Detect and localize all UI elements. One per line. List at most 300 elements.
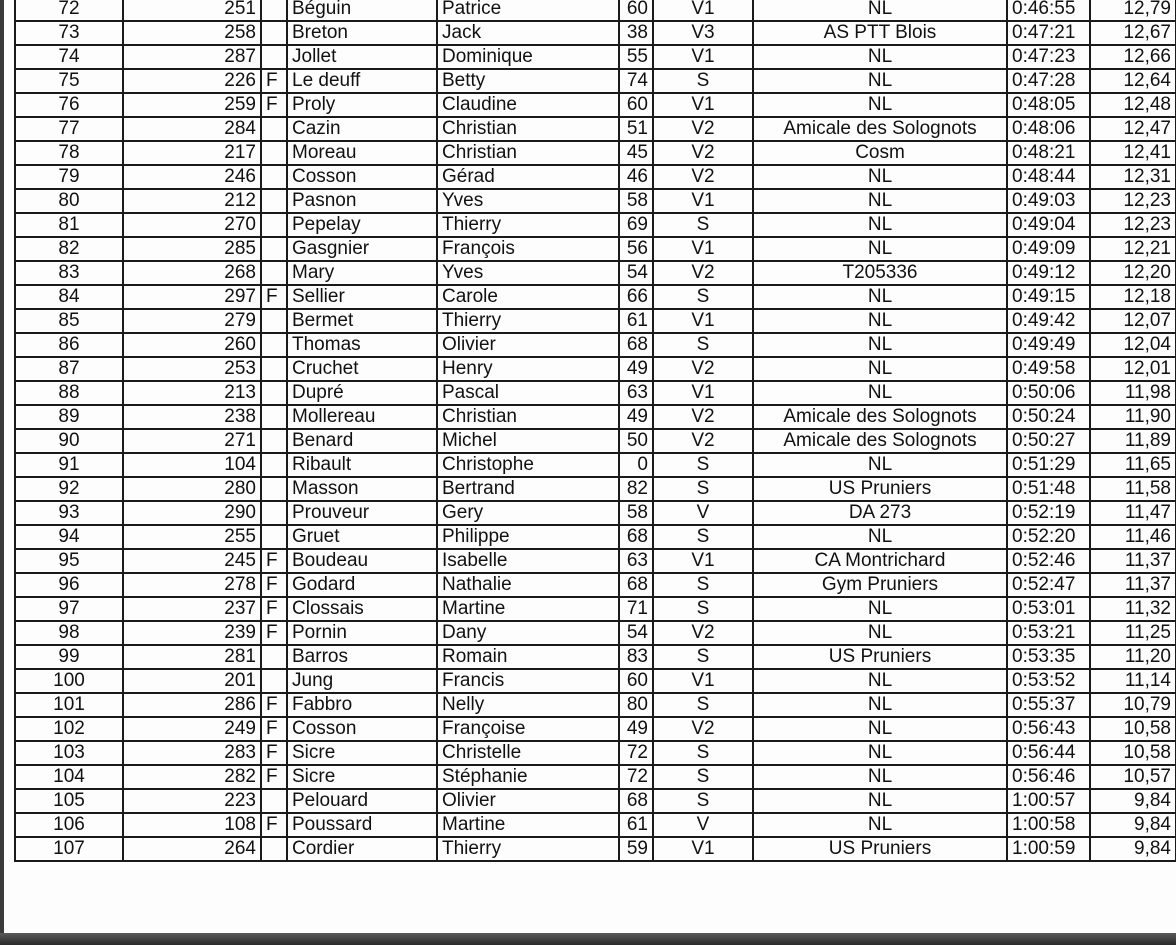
time-cell: 0:56:44 [1007,741,1090,765]
club-cell: Amicale des Solognots [753,117,1007,141]
first-name-cell: Christophe [437,453,619,477]
rank-cell: 104 [15,765,123,789]
rank-cell: 92 [15,477,123,501]
sex-cell [261,477,287,501]
table-row [15,261,1176,285]
time-cell: 0:51:48 [1007,477,1090,501]
bib-cell: 279 [123,309,261,333]
speed-cell: 12,41 [1090,141,1176,165]
first-name-cell: Françoise [437,717,619,741]
bib-cell: 104 [123,453,261,477]
year-cell: 49 [619,717,653,741]
table-row [15,717,1176,741]
time-cell: 0:47:23 [1007,45,1090,69]
time-cell: 0:51:29 [1007,453,1090,477]
rank-cell: 102 [15,717,123,741]
last-name-cell: Sellier [287,285,437,309]
category-cell: S [653,213,753,237]
last-name-cell: Godard [287,573,437,597]
time-cell: 0:53:21 [1007,621,1090,645]
bib-cell: 284 [123,117,261,141]
time-cell: 0:56:43 [1007,717,1090,741]
sex-cell [261,189,287,213]
year-cell: 0 [619,453,653,477]
speed-cell: 11,90 [1090,405,1176,429]
sex-cell [261,117,287,141]
club-cell: NL [753,189,1007,213]
table-row [15,93,1176,117]
club-cell: NL [753,45,1007,69]
speed-cell: 10,58 [1090,717,1176,741]
first-name-cell: Romain [437,645,619,669]
category-cell: V2 [653,429,753,453]
category-cell: V [653,501,753,525]
first-name-cell: Michel [437,429,619,453]
time-cell: 0:46:55 [1007,0,1090,21]
year-cell: 68 [619,525,653,549]
category-cell: V2 [653,405,753,429]
sex-cell [261,309,287,333]
speed-cell: 12,04 [1090,333,1176,357]
bib-cell: 287 [123,45,261,69]
first-name-cell: Gery [437,501,619,525]
sex-cell [261,21,287,45]
club-cell: NL [753,0,1007,21]
time-cell: 0:55:37 [1007,693,1090,717]
speed-cell: 11,65 [1090,453,1176,477]
table-row [15,21,1176,45]
first-name-cell: Martine [437,813,619,837]
speed-cell: 12,20 [1090,261,1176,285]
first-name-cell: Stéphanie [437,765,619,789]
category-cell: S [653,69,753,93]
bib-cell: 246 [123,165,261,189]
first-name-cell: Thierry [437,837,619,861]
last-name-cell: Mary [287,261,437,285]
bib-cell: 297 [123,285,261,309]
club-cell: CA Montrichard [753,549,1007,573]
category-cell: V2 [653,261,753,285]
rank-cell: 81 [15,213,123,237]
first-name-cell: Thierry [437,309,619,333]
category-cell: V2 [653,717,753,741]
scan-left-edge [0,0,4,945]
year-cell: 58 [619,189,653,213]
club-cell: US Pruniers [753,477,1007,501]
time-cell: 0:48:44 [1007,165,1090,189]
year-cell: 61 [619,309,653,333]
club-cell: NL [753,765,1007,789]
club-cell: NL [753,357,1007,381]
time-cell: 1:00:59 [1007,837,1090,861]
time-cell: 0:48:21 [1007,141,1090,165]
table-row [15,213,1176,237]
bib-cell: 212 [123,189,261,213]
category-cell: V1 [653,381,753,405]
results-body [15,0,1176,861]
time-cell: 0:52:20 [1007,525,1090,549]
category-cell: S [653,741,753,765]
table-row [15,309,1176,333]
club-cell: T205336 [753,261,1007,285]
speed-cell: 12,01 [1090,357,1176,381]
first-name-cell: Jack [437,21,619,45]
first-name-cell: Isabelle [437,549,619,573]
sex-cell [261,453,287,477]
bib-cell: 271 [123,429,261,453]
table-row [15,525,1176,549]
last-name-cell: Sicre [287,765,437,789]
speed-cell: 9,84 [1090,837,1176,861]
speed-cell: 11,25 [1090,621,1176,645]
rank-cell: 100 [15,669,123,693]
table-row [15,693,1176,717]
rank-cell: 76 [15,93,123,117]
sex-cell [261,237,287,261]
bib-cell: 286 [123,693,261,717]
category-cell: V2 [653,357,753,381]
sex-cell: F [261,69,287,93]
first-name-cell: Christian [437,141,619,165]
last-name-cell: Dupré [287,381,437,405]
club-cell: NL [753,309,1007,333]
first-name-cell: Thierry [437,213,619,237]
sex-cell: F [261,621,287,645]
year-cell: 46 [619,165,653,189]
first-name-cell: Christelle [437,741,619,765]
sex-cell [261,669,287,693]
speed-cell: 11,37 [1090,573,1176,597]
last-name-cell: Breton [287,21,437,45]
bib-cell: 201 [123,669,261,693]
time-cell: 0:49:15 [1007,285,1090,309]
table-row [15,573,1176,597]
last-name-cell: Cordier [287,837,437,861]
last-name-cell: Benard [287,429,437,453]
bib-cell: 238 [123,405,261,429]
rank-cell: 95 [15,549,123,573]
last-name-cell: Fabbro [287,693,437,717]
bib-cell: 108 [123,813,261,837]
club-cell: NL [753,621,1007,645]
last-name-cell: Clossais [287,597,437,621]
rank-cell: 85 [15,309,123,333]
last-name-cell: Le deuff [287,69,437,93]
year-cell: 83 [619,645,653,669]
year-cell: 54 [619,621,653,645]
sex-cell [261,261,287,285]
table-row [15,429,1176,453]
club-cell: NL [753,69,1007,93]
speed-cell: 9,84 [1090,789,1176,813]
year-cell: 80 [619,693,653,717]
club-cell: NL [753,237,1007,261]
club-cell: NL [753,669,1007,693]
first-name-cell: Pascal [437,381,619,405]
time-cell: 0:48:06 [1007,117,1090,141]
bib-cell: 237 [123,597,261,621]
category-cell: V1 [653,549,753,573]
first-name-cell: Yves [437,189,619,213]
category-cell: V1 [653,309,753,333]
sex-cell: F [261,549,287,573]
table-row [15,501,1176,525]
sex-cell: F [261,597,287,621]
speed-cell: 12,48 [1090,93,1176,117]
rank-cell: 80 [15,189,123,213]
speed-cell: 12,31 [1090,165,1176,189]
category-cell: S [653,453,753,477]
category-cell: S [653,573,753,597]
table-row [15,141,1176,165]
bib-cell: 223 [123,789,261,813]
bib-cell: 255 [123,525,261,549]
last-name-cell: Pasnon [287,189,437,213]
category-cell: S [653,789,753,813]
club-cell: NL [753,741,1007,765]
year-cell: 38 [619,21,653,45]
speed-cell: 9,84 [1090,813,1176,837]
year-cell: 69 [619,213,653,237]
year-cell: 74 [619,69,653,93]
sex-cell [261,381,287,405]
table-row [15,669,1176,693]
last-name-cell: Jung [287,669,437,693]
speed-cell: 12,66 [1090,45,1176,69]
rank-cell: 89 [15,405,123,429]
first-name-cell: Bertrand [437,477,619,501]
time-cell: 0:49:12 [1007,261,1090,285]
year-cell: 50 [619,429,653,453]
sex-cell [261,141,287,165]
table-row [15,69,1176,93]
first-name-cell: Christian [437,405,619,429]
sex-cell [261,405,287,429]
sex-cell [261,837,287,861]
last-name-cell: Béguin [287,0,437,21]
time-cell: 0:50:24 [1007,405,1090,429]
table-row [15,285,1176,309]
sex-cell: F [261,765,287,789]
first-name-cell: Francis [437,669,619,693]
year-cell: 66 [619,285,653,309]
bib-cell: 264 [123,837,261,861]
last-name-cell: Jollet [287,45,437,69]
time-cell: 0:56:46 [1007,765,1090,789]
first-name-cell: Claudine [437,93,619,117]
club-cell: NL [753,93,1007,117]
category-cell: S [653,597,753,621]
club-cell: NL [753,381,1007,405]
club-cell: NL [753,717,1007,741]
category-cell: V1 [653,837,753,861]
club-cell: NL [753,813,1007,837]
club-cell: US Pruniers [753,837,1007,861]
rank-cell: 97 [15,597,123,621]
speed-cell: 11,47 [1090,501,1176,525]
bib-cell: 285 [123,237,261,261]
category-cell: V2 [653,621,753,645]
table-row [15,741,1176,765]
first-name-cell: Nelly [437,693,619,717]
last-name-cell: Masson [287,477,437,501]
speed-cell: 12,18 [1090,285,1176,309]
club-cell: NL [753,165,1007,189]
first-name-cell: Yves [437,261,619,285]
first-name-cell: Henry [437,357,619,381]
club-cell: NL [753,453,1007,477]
table-row [15,357,1176,381]
table-row [15,645,1176,669]
bib-cell: 226 [123,69,261,93]
bib-cell: 217 [123,141,261,165]
bib-cell: 270 [123,213,261,237]
time-cell: 0:52:19 [1007,501,1090,525]
year-cell: 63 [619,549,653,573]
bib-cell: 283 [123,741,261,765]
speed-cell: 10,79 [1090,693,1176,717]
table-row [15,117,1176,141]
rank-cell: 94 [15,525,123,549]
rank-cell: 105 [15,789,123,813]
rank-cell: 78 [15,141,123,165]
rank-cell: 84 [15,285,123,309]
category-cell: V [653,813,753,837]
sex-cell: F [261,693,287,717]
rank-cell: 88 [15,381,123,405]
last-name-cell: Barros [287,645,437,669]
club-cell: Cosm [753,141,1007,165]
last-name-cell: Cruchet [287,357,437,381]
table-row [15,0,1176,21]
club-cell: US Pruniers [753,645,1007,669]
table-row [15,45,1176,69]
bib-cell: 278 [123,573,261,597]
year-cell: 61 [619,813,653,837]
rank-cell: 99 [15,645,123,669]
year-cell: 54 [619,261,653,285]
time-cell: 0:47:21 [1007,21,1090,45]
speed-cell: 10,58 [1090,741,1176,765]
bib-cell: 268 [123,261,261,285]
first-name-cell: Martine [437,597,619,621]
sex-cell: F [261,573,287,597]
year-cell: 49 [619,357,653,381]
speed-cell: 12,47 [1090,117,1176,141]
bib-cell: 282 [123,765,261,789]
bib-cell: 245 [123,549,261,573]
last-name-cell: Moreau [287,141,437,165]
table-row [15,549,1176,573]
table-row [15,477,1176,501]
year-cell: 49 [619,405,653,429]
year-cell: 58 [619,501,653,525]
time-cell: 0:48:05 [1007,93,1090,117]
table-row [15,765,1176,789]
table-row [15,837,1176,861]
last-name-cell: Pelouard [287,789,437,813]
sex-cell [261,645,287,669]
year-cell: 68 [619,789,653,813]
bib-cell: 253 [123,357,261,381]
rank-cell: 93 [15,501,123,525]
category-cell: S [653,525,753,549]
bib-cell: 213 [123,381,261,405]
time-cell: 0:47:28 [1007,69,1090,93]
category-cell: S [653,765,753,789]
bib-cell: 249 [123,717,261,741]
table-row [15,453,1176,477]
category-cell: V1 [653,237,753,261]
sex-cell [261,0,287,21]
sex-cell [261,213,287,237]
year-cell: 56 [619,237,653,261]
table-row [15,333,1176,357]
year-cell: 60 [619,93,653,117]
bib-cell: 281 [123,645,261,669]
year-cell: 59 [619,837,653,861]
time-cell: 0:52:47 [1007,573,1090,597]
sex-cell [261,357,287,381]
club-cell: Amicale des Solognots [753,405,1007,429]
sex-cell: F [261,741,287,765]
last-name-cell: Bermet [287,309,437,333]
speed-cell: 12,23 [1090,213,1176,237]
time-cell: 0:49:04 [1007,213,1090,237]
time-cell: 0:53:35 [1007,645,1090,669]
speed-cell: 11,20 [1090,645,1176,669]
sex-cell: F [261,717,287,741]
speed-cell: 11,32 [1090,597,1176,621]
first-name-cell: Carole [437,285,619,309]
year-cell: 71 [619,597,653,621]
rank-cell: 87 [15,357,123,381]
time-cell: 0:53:01 [1007,597,1090,621]
last-name-cell: Proly [287,93,437,117]
category-cell: S [653,693,753,717]
speed-cell: 11,37 [1090,549,1176,573]
last-name-cell: Poussard [287,813,437,837]
table-row [15,165,1176,189]
last-name-cell: Gasgnier [287,237,437,261]
year-cell: 51 [619,117,653,141]
first-name-cell: Nathalie [437,573,619,597]
first-name-cell: Christian [437,117,619,141]
year-cell: 45 [619,141,653,165]
year-cell: 60 [619,0,653,21]
club-cell: DA 273 [753,501,1007,525]
category-cell: V1 [653,93,753,117]
last-name-cell: Pornin [287,621,437,645]
speed-cell: 11,14 [1090,669,1176,693]
speed-cell: 11,89 [1090,429,1176,453]
bib-cell: 290 [123,501,261,525]
rank-cell: 86 [15,333,123,357]
category-cell: V2 [653,141,753,165]
rank-cell: 103 [15,741,123,765]
rank-cell: 74 [15,45,123,69]
sex-cell [261,429,287,453]
rank-cell: 91 [15,453,123,477]
last-name-cell: Mollereau [287,405,437,429]
year-cell: 68 [619,573,653,597]
first-name-cell: Olivier [437,789,619,813]
bib-cell: 239 [123,621,261,645]
year-cell: 72 [619,765,653,789]
speed-cell: 12,79 [1090,0,1176,21]
last-name-cell: Boudeau [287,549,437,573]
time-cell: 0:50:27 [1007,429,1090,453]
